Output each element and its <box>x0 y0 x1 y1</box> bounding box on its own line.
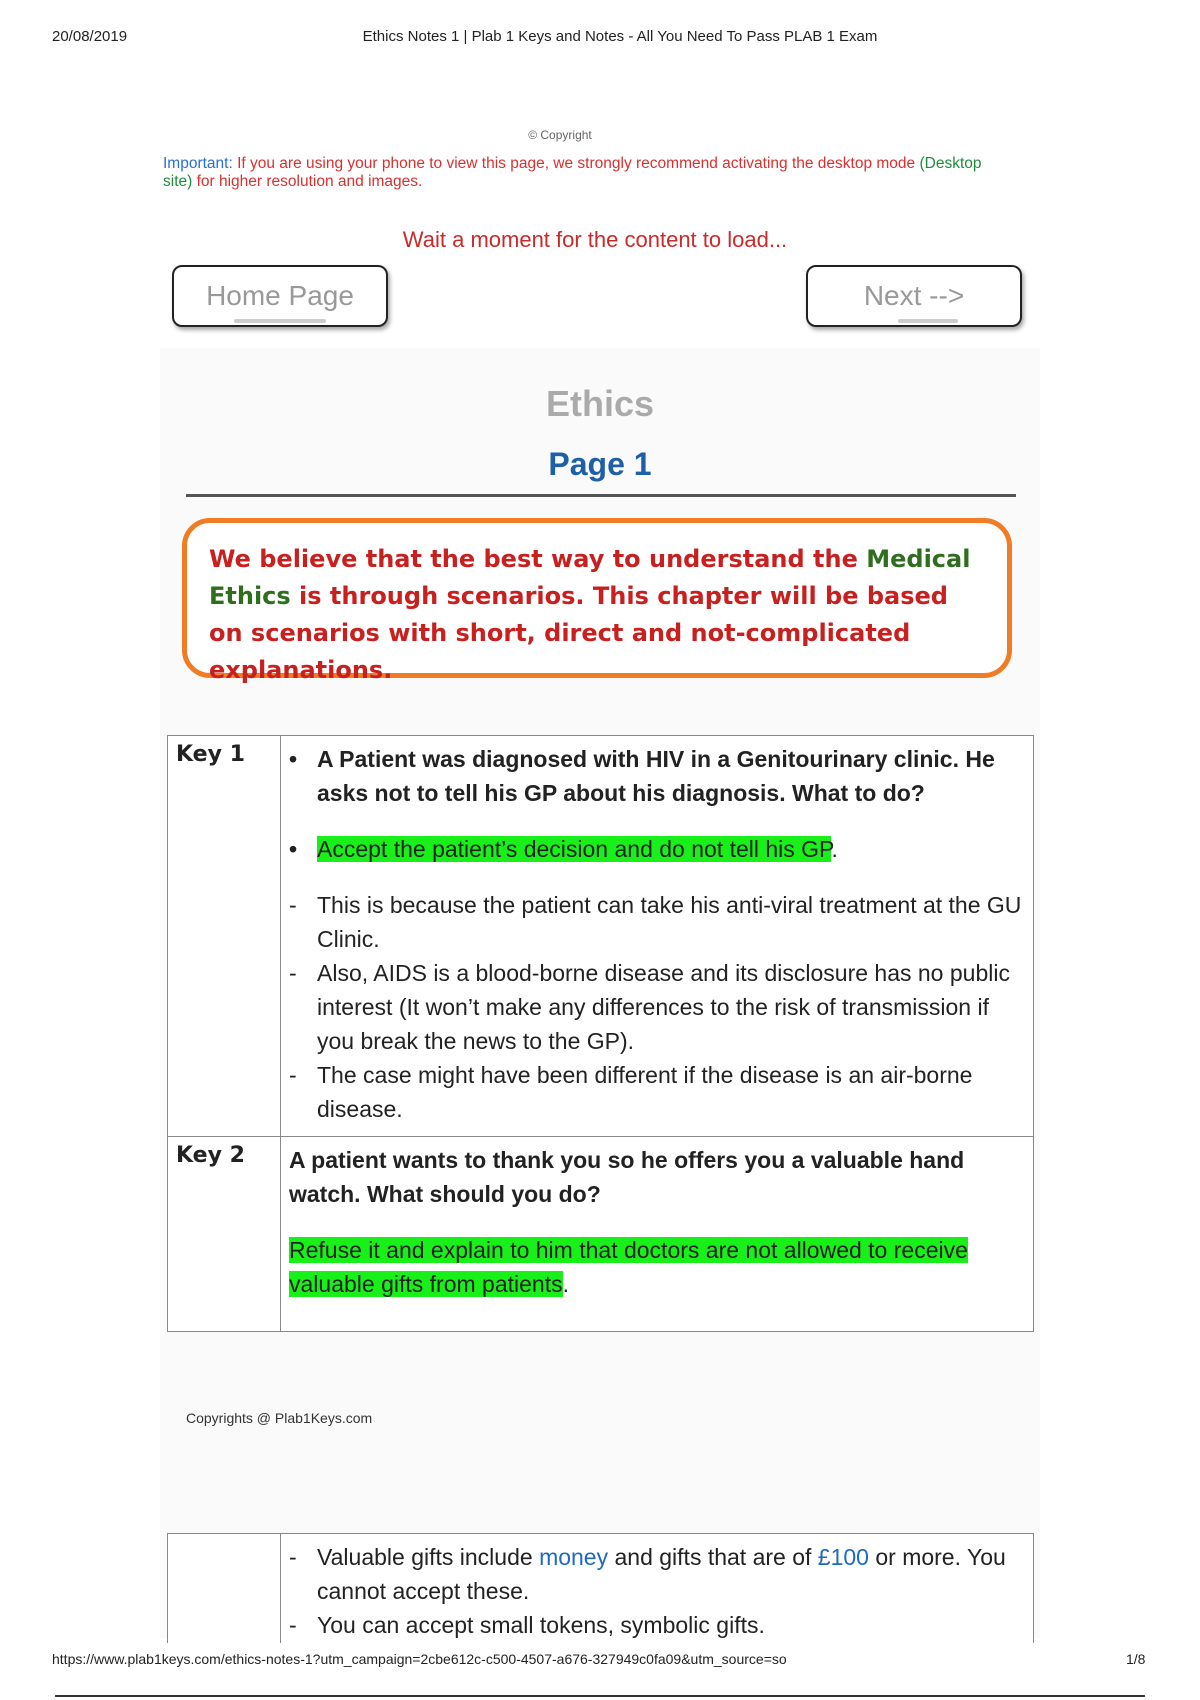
dash-icon: - <box>289 1612 297 1638</box>
key-label-empty <box>168 1534 281 1644</box>
callout-text-2: is through scenarios. This chapter will be based on scenarios with short, direct and not-complicated explanations. <box>209 582 948 684</box>
dash-icon: - <box>289 960 297 986</box>
footer-divider <box>55 1695 1145 1697</box>
key-content <box>281 736 1034 1137</box>
home-page-button-label: Home Page <box>206 280 354 311</box>
next-page-button[interactable] <box>806 265 1022 327</box>
home-underline <box>234 319 326 323</box>
key-point: This is because the patient can take his anti-viral treatment at the GU Clinic. <box>317 892 1022 952</box>
continued-table <box>167 1533 1034 1643</box>
page-number: 1/8 <box>1126 1651 1146 1667</box>
important-label: Important: <box>163 155 233 172</box>
keys-table <box>167 735 1034 1332</box>
key-label: Key 2 <box>168 1137 281 1332</box>
list-item <box>289 1540 1025 1608</box>
print-url: https://www.plab1keys.com/ethics-notes-1?utm_campaign=2cbe612c-c500-4507-a676-327949c0fa09&utm_source=so <box>52 1651 787 1667</box>
dash-icon: - <box>289 1062 297 1088</box>
page-heading: Ethics <box>545 383 655 424</box>
gift-point: Valuable gifts include money and gifts that are of £100 or more. You cannot accept these. <box>317 1544 1006 1604</box>
bullet-icon: • <box>289 836 298 862</box>
copyright-footnote: Copyrights @ Plab1Keys.com <box>186 1410 373 1426</box>
intro-callout <box>182 518 1012 684</box>
list-item <box>289 1608 1025 1642</box>
key-point: The case might have been different if the disease is an air-borne disease. <box>317 1062 973 1122</box>
page-subheading: Page 1 <box>548 446 652 482</box>
list-item <box>289 832 1025 866</box>
key-content <box>281 1534 1034 1644</box>
copyright-notice: © Copyright <box>528 128 592 142</box>
key-point: Also, AIDS is a blood-borne disease and its disclosure has no public interest (It won’t make any differences to the risk of transmission if you break the news to the GP). <box>317 960 1010 1054</box>
print-date: 20/08/2019 <box>52 28 128 45</box>
key-question: A patient wants to thank you so he offers you a valuable hand watch. What should you do? <box>289 1147 965 1207</box>
key-answer: Refuse it and explain to him that doctors are not allowed to receive valuable gifts from patients <box>289 1237 968 1297</box>
key-answer-wrap: Refuse it and explain to him that doctors are not allowed to receive valuable gifts from patients. <box>289 1237 968 1297</box>
print-page-title: Ethics Notes 1 | Plab 1 Keys and Notes - All You Need To Pass PLAB 1 Exam <box>362 28 878 45</box>
heading-divider <box>186 494 1016 497</box>
key-label: Key 1 <box>168 736 281 1137</box>
key-answer: Accept the patient’s decision and do not tell his GP <box>317 836 832 862</box>
key-content <box>281 1137 1034 1332</box>
list-item <box>289 888 1025 956</box>
table-row <box>168 1534 1034 1644</box>
dash-icon: - <box>289 892 297 918</box>
list-item <box>289 956 1025 1058</box>
dash-icon: - <box>289 1544 297 1570</box>
gift-point: You can accept small tokens, symbolic gifts. <box>317 1612 765 1638</box>
important-text-2: for higher resolution and images. <box>192 173 423 190</box>
table-row <box>168 1137 1034 1332</box>
important-desktop-site: (Desktop site) <box>163 155 982 190</box>
table-row <box>168 736 1034 1137</box>
list-item <box>289 1058 1025 1126</box>
callout-highlight: Medical Ethics <box>209 545 971 610</box>
loading-message: Wait a moment for the content to load... <box>402 227 788 252</box>
key-question: A Patient was diagnosed with HIV in a Genitourinary clinic. He asks not to tell his GP about his diagnosis. What to do? <box>317 746 995 806</box>
bullet-icon: • <box>289 746 298 772</box>
important-text-1: If you are using your phone to view this page, we strongly recommend activating the desktop mode <box>232 155 920 172</box>
important-notice <box>163 155 1003 191</box>
next-page-button-label: Next --> <box>863 280 965 311</box>
key-answer-wrap: Accept the patient’s decision and do not tell his GP. <box>317 836 838 862</box>
next-underline <box>898 319 958 323</box>
home-page-button[interactable] <box>172 265 388 327</box>
list-item <box>289 742 1025 810</box>
callout-text-1: We believe that the best way to understand the <box>209 545 867 573</box>
